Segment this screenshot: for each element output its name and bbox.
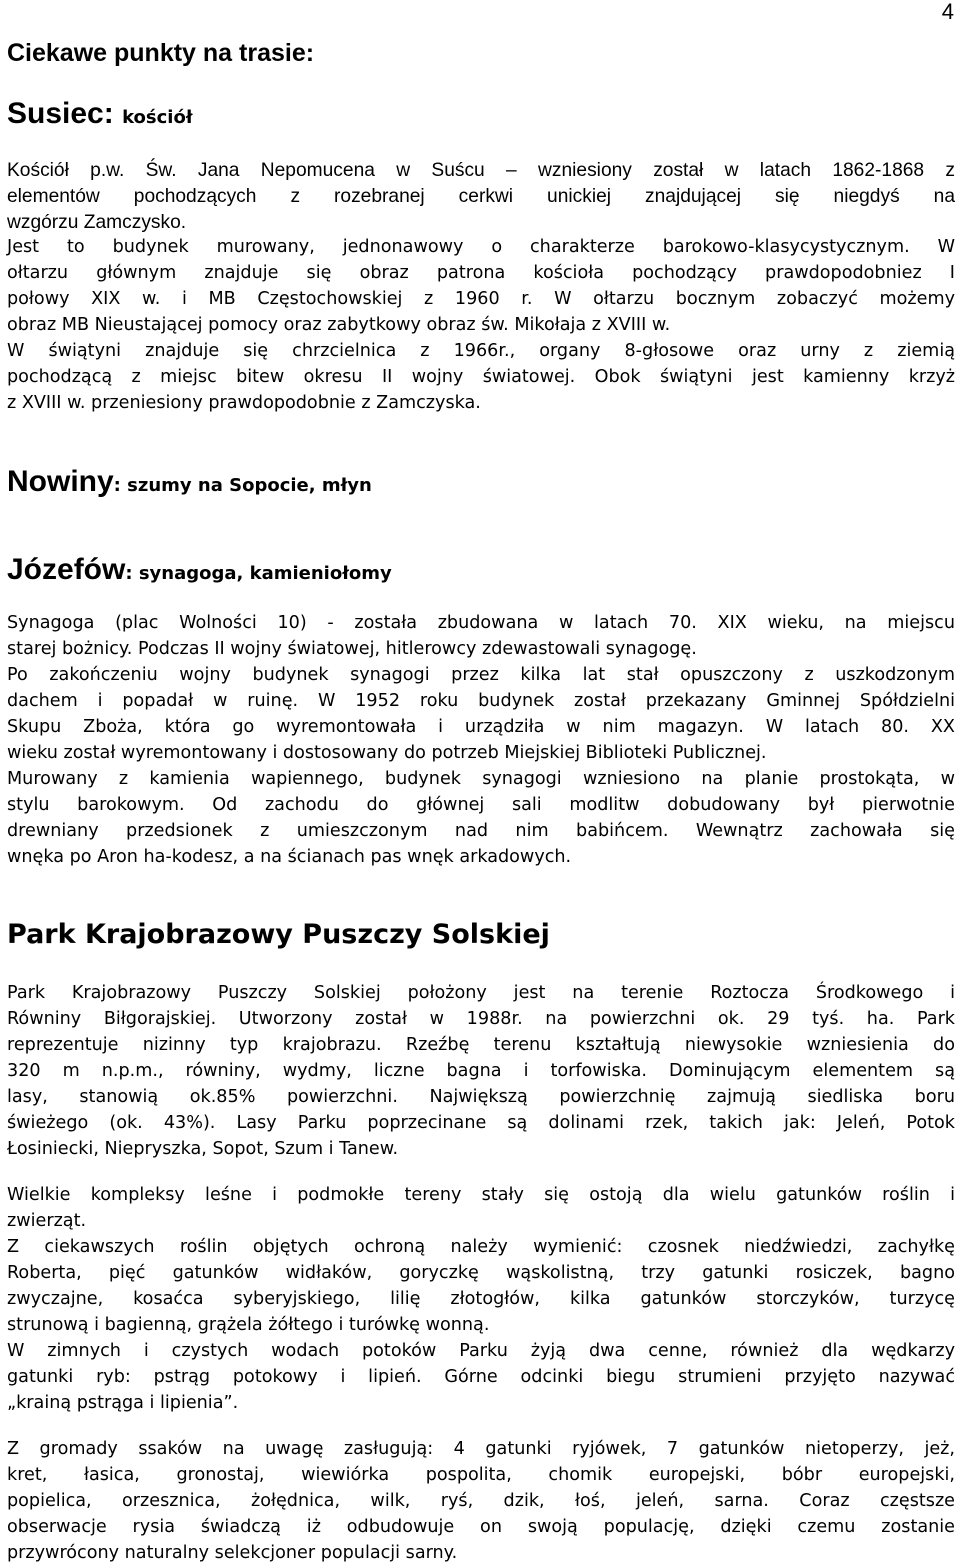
text-line: Synagoga (plac Wolności 10) - została zbudowana w latach 70. XIX wieku, na miejscu bbox=[7, 613, 955, 633]
text-line: „krainą pstrąga i lipienia”. bbox=[7, 1393, 239, 1413]
text-line: popielica, orzesznica, żołędnica, wilk, ryś, dzik, łoś, jeleń, sarna. Coraz częstsze bbox=[7, 1491, 955, 1511]
text-line: przywrócony naturalny selekcjoner populacji sarny. bbox=[7, 1543, 458, 1563]
paragraph bbox=[7, 158, 955, 236]
susiec-paragraph-2 bbox=[7, 234, 955, 416]
text-line: wnęka po Aron ha-kodesz, a na ścianach pas wnęk arkadowych. bbox=[7, 847, 572, 867]
text-line: dachem i popadał w ruinę. W 1952 roku budynek został przekazany Gminnej Spółdzielni bbox=[7, 691, 955, 711]
text-line: Murowany z kamienia wapiennego, budynek synagogi wzniesiono na planie prostokąta, w bbox=[7, 769, 955, 789]
paragraph bbox=[7, 1182, 955, 1234]
paragraph bbox=[7, 1338, 955, 1416]
text-line: Roberta, pięć gatunków widłaków, goryczkę wąskolistną, trzy gatunki rosiczek, bagno bbox=[7, 1263, 955, 1283]
text-line: Łosiniecki, Niepryszka, Sopot, Szum i Tanew. bbox=[7, 1139, 399, 1159]
text-line: pochodzącą z miejsc bitew okresu II wojny światowej. Obok świątyni jest kamienny krzyż bbox=[7, 367, 955, 387]
text-line: drewniany przedsionek z umieszczonym nad nim babińcem. Wewnątrz zachowała się bbox=[7, 821, 955, 841]
jozefow-name: Józefów bbox=[7, 553, 126, 586]
main-heading: Ciekawe punkty na trasie: bbox=[7, 39, 315, 67]
park-heading: Park Krajobrazowy Puszczy Solskiej bbox=[7, 919, 550, 950]
text-line: Wielkie kompleksy leśne i podmokłe tereny stały się ostoją dla wielu gatunków roślin i bbox=[7, 1185, 955, 1205]
text-line: Park Krajobrazowy Puszczy Solskiej położony jest na terenie Roztocza Środkowego i bbox=[7, 983, 955, 1003]
susiec-name: Susiec: bbox=[7, 97, 114, 130]
text-line: wieku został wyremontowany i dostosowany do potrzeb Miejskiej Biblioteki Publicznej. bbox=[7, 743, 767, 763]
text-line: świeżego (ok. 43%). Lasy Parku poprzecinane są dolinami rzek, takich jak: Jeleń, Potok bbox=[7, 1113, 955, 1133]
park-paragraph-2 bbox=[7, 1182, 955, 1234]
text-line: stylu barokowym. Od zachodu do głównej sali modlitw dobudowany był pierwotnie bbox=[7, 795, 955, 815]
text-line: ołtarzu głównym znajduje się obraz patrona kościoła pochodzący prawdopodobniez I bbox=[7, 263, 955, 283]
text-line: Skupu Zboża, która go wyremontowała i urządziła w nim magazyn. W latach 80. XX bbox=[7, 717, 955, 737]
susiec-heading bbox=[7, 96, 955, 136]
paragraph bbox=[7, 980, 955, 1162]
park-heading-block bbox=[7, 918, 955, 952]
section-heading-block bbox=[7, 38, 955, 68]
page-number: 4 bbox=[941, 0, 954, 24]
text-line: Równiny Biłgorajskiej. Utworzony został w 1988r. na powierzchni ok. 29 tyś. ha. Park bbox=[7, 1009, 955, 1029]
text-line: W zimnych i czystych wodach potoków Parku żyją dwa cenne, również dla wędkarzy bbox=[7, 1341, 955, 1361]
text-line: 320 m n.p.m., równiny, wydmy, liczne bagna i torfowiska. Dominującym elementem są bbox=[7, 1061, 955, 1081]
text-line: kret, łasica, gronostaj, wiewiórka pospolita, chomik europejski, bóbr europejski, bbox=[7, 1465, 955, 1485]
park-paragraph-1 bbox=[7, 980, 955, 1162]
text-line: obserwacje rysia świadczą iż odbudowuje on swoją populację, dzięki czemu zostanie bbox=[7, 1517, 955, 1537]
text-line: elementów pochodzących z rozebranej cerkwi unickiej znajdującej się niegdyś na bbox=[7, 186, 955, 207]
text-line: lasy, stanowią ok.85% powierzchni. Największą powierzchnię zajmują siedliska boru bbox=[7, 1087, 955, 1107]
park-paragraph-4 bbox=[7, 1338, 955, 1416]
nowiny-heading bbox=[7, 464, 955, 504]
text-line: starej bożnicy. Podczas II wojny światowej, hitlerowcy zdewastowali synagogę. bbox=[7, 639, 697, 659]
jozefow-heading bbox=[7, 552, 955, 592]
jozefow-paragraph bbox=[7, 610, 955, 870]
jozefow-heading-block bbox=[7, 552, 955, 592]
text-line: reprezentuje nizinny typ krajobrazu. Rzeźbę terenu kształtują niewysokie wzniesienia do bbox=[7, 1035, 955, 1055]
text-line: z XVIII w. przeniesiony prawdopodobnie z Zamczyska. bbox=[7, 393, 481, 413]
text-line: W świątyni znajduje się chrzcielnica z 1966r., organy 8-głosowe oraz urny z ziemią bbox=[7, 341, 955, 361]
paragraph bbox=[7, 1234, 955, 1338]
paragraph bbox=[7, 234, 955, 416]
text-line: gatunki ryb: pstrąg potokowy i lipień. Górne odcinki biegu strumieni przyjęto nazywać bbox=[7, 1367, 955, 1387]
paragraph bbox=[7, 610, 955, 870]
nowiny-subtitle: : szumy na Sopocie, młyn bbox=[113, 475, 372, 496]
text-line: połowy XIX w. i MB Częstochowskiej z 1960 r. W ołtarzu bocznym zobaczyć możemy bbox=[7, 289, 955, 309]
text-line: Z ciekawszych roślin objętych ochroną należy wymienić: czosnek niedźwiedzi, zachyłkę bbox=[7, 1237, 955, 1257]
text-line: Po zakończeniu wojny budynek synagogi przez kilka lat stał opuszczony z uszkodzonym bbox=[7, 665, 955, 685]
park-paragraph-3 bbox=[7, 1234, 955, 1338]
jozefow-subtitle: : synagoga, kamieniołomy bbox=[125, 563, 392, 584]
susiec-heading-block bbox=[7, 96, 955, 136]
nowiny-name: Nowiny bbox=[7, 465, 114, 498]
text-line: obraz MB Nieustającej pomocy oraz zabytkowy obraz św. Mikołaja z XVIII w. bbox=[7, 315, 671, 335]
text-line: Jest to budynek murowany, jednonawowy o charakterze barokowo-klasycystycznym. W bbox=[7, 237, 955, 257]
paragraph bbox=[7, 1436, 955, 1566]
text-line: wzgórzu Zamczysko. bbox=[7, 212, 187, 233]
susiec-subtitle: kościół bbox=[122, 107, 193, 128]
text-line: zwierząt. bbox=[7, 1211, 87, 1231]
nowiny-heading-block bbox=[7, 464, 955, 504]
park-paragraph-5 bbox=[7, 1436, 955, 1566]
text-line: Kościół p.w. Św. Jana Nepomucena w Suścu – wzniesiony został w latach 1862-1868 z bbox=[7, 160, 955, 181]
text-line: Z gromady ssaków na uwagę zasługują: 4 gatunki ryjówek, 7 gatunków nietoperzy, jeż, bbox=[7, 1439, 955, 1459]
text-line: strunową i bagienną, grążela żółtego i turówkę wonną. bbox=[7, 1315, 490, 1335]
susiec-paragraph-1 bbox=[7, 158, 955, 236]
text-line: zwyczajne, kosaćca syberyjskiego, lilię złotogłów, kilka gatunków storczyków, turzycę bbox=[7, 1289, 955, 1309]
